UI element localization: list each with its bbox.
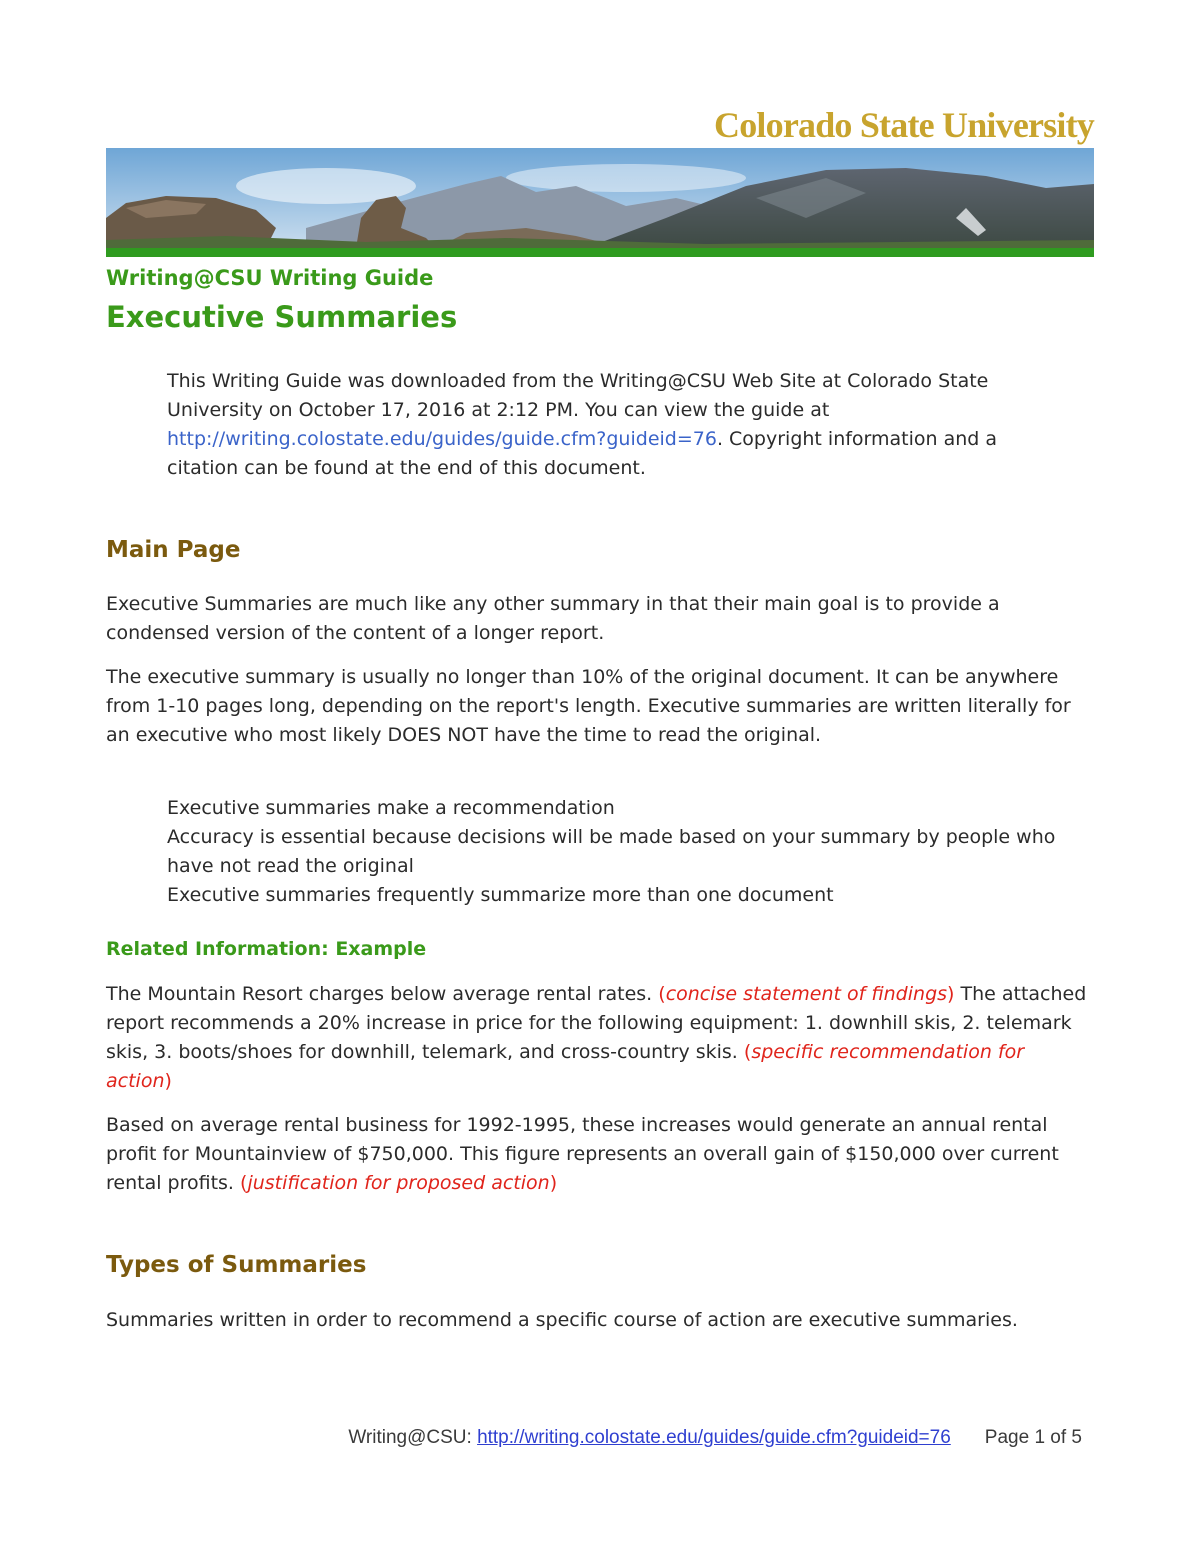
example-text: Based on average rental business for 1992-1995, these increases would generate an annual rental profit for Mountainview of $750,000. This figure represents an overall gain of $150,000 over current rental profits.: [106, 1114, 1059, 1194]
intro-paragraph: [167, 367, 1047, 483]
page-footer: [348, 1427, 1082, 1449]
csu-logo: Colorado State University: [714, 105, 1094, 145]
main-page-bullet-list: [167, 794, 1067, 910]
list-item: Executive summaries make a recommendation: [167, 797, 615, 819]
footer-label: Writing@CSU:: [348, 1427, 478, 1448]
annotation-note: justification for proposed action: [247, 1172, 550, 1194]
mountain-banner-image: [106, 148, 1094, 248]
example-paragraph-1: The Mountain Resort charges below average rental rates. (concise statement of findings) The attached report recommends a 20% increase in price for the following equipment: 1. downhill skis, 2. telemark skis, 3. boots/shoes for downhill, telemark, and cross-country skis. (specific recommendation for action): [106, 983, 1087, 1092]
page-title: Executive Summaries: [106, 300, 458, 334]
guide-label: Writing@CSU Writing Guide: [106, 266, 434, 290]
intro-text-after: . Copyright information and a citation can be found at the end of this document.: [167, 428, 998, 479]
page-number: Page 1 of 5: [984, 1427, 1082, 1448]
header-green-rule: [106, 248, 1094, 257]
related-info-heading: Related Information: Example: [106, 938, 427, 960]
annotation-note: specific recommendation for action: [106, 1041, 1025, 1092]
guide-url-link[interactable]: http://writing.colostate.edu/guides/guide.cfm?guideid=76: [167, 428, 717, 450]
example-paragraph-2: Based on average rental business for 1992-1995, these increases would generate an annual rental profit for Mountainview of $750,000. This figure represents an overall gain of $150,000 over current rental profits. (justification for proposed action): [106, 1114, 1059, 1194]
footer-url-link[interactable]: http://writing.colostate.edu/guides/guide.cfm?guideid=76: [477, 1427, 951, 1448]
list-item: Accuracy is essential because decisions will be made based on your summary by people who have not read the original: [167, 826, 1056, 877]
types-paragraph: Summaries written in order to recommend a specific course of action are executive summaries.: [106, 1309, 1018, 1331]
main-page-paragraph-2: The executive summary is usually no longer than 10% of the original document. It can be anywhere from 1-10 pages long, depending on the report's length. Executive summaries are written literally for an executive who most likely DOES NOT have the time to read the original.: [106, 666, 1071, 746]
example-text: The Mountain Resort charges below average rental rates.: [106, 983, 659, 1005]
main-page-heading: Main Page: [106, 537, 241, 563]
main-page-paragraph-1: Executive Summaries are much like any other summary in that their main goal is to provide a condensed version of the content of a longer report.: [106, 593, 1000, 644]
list-item: Executive summaries frequently summarize more than one document: [167, 884, 834, 906]
annotation-note: concise statement of findings: [665, 983, 948, 1005]
intro-text-before: This Writing Guide was downloaded from the Writing@CSU Web Site at Colorado State University on October 17, 2016 at 2:12 PM. You can view the guide at: [167, 370, 989, 421]
types-of-summaries-heading: Types of Summaries: [106, 1252, 367, 1278]
example-text: The attached report recommends a 20% increase in price for the following equipment: 1. downhill skis, 2. telemark skis, 3. boots/shoes for downhill, telemark, and cross-country skis.: [106, 983, 1087, 1063]
